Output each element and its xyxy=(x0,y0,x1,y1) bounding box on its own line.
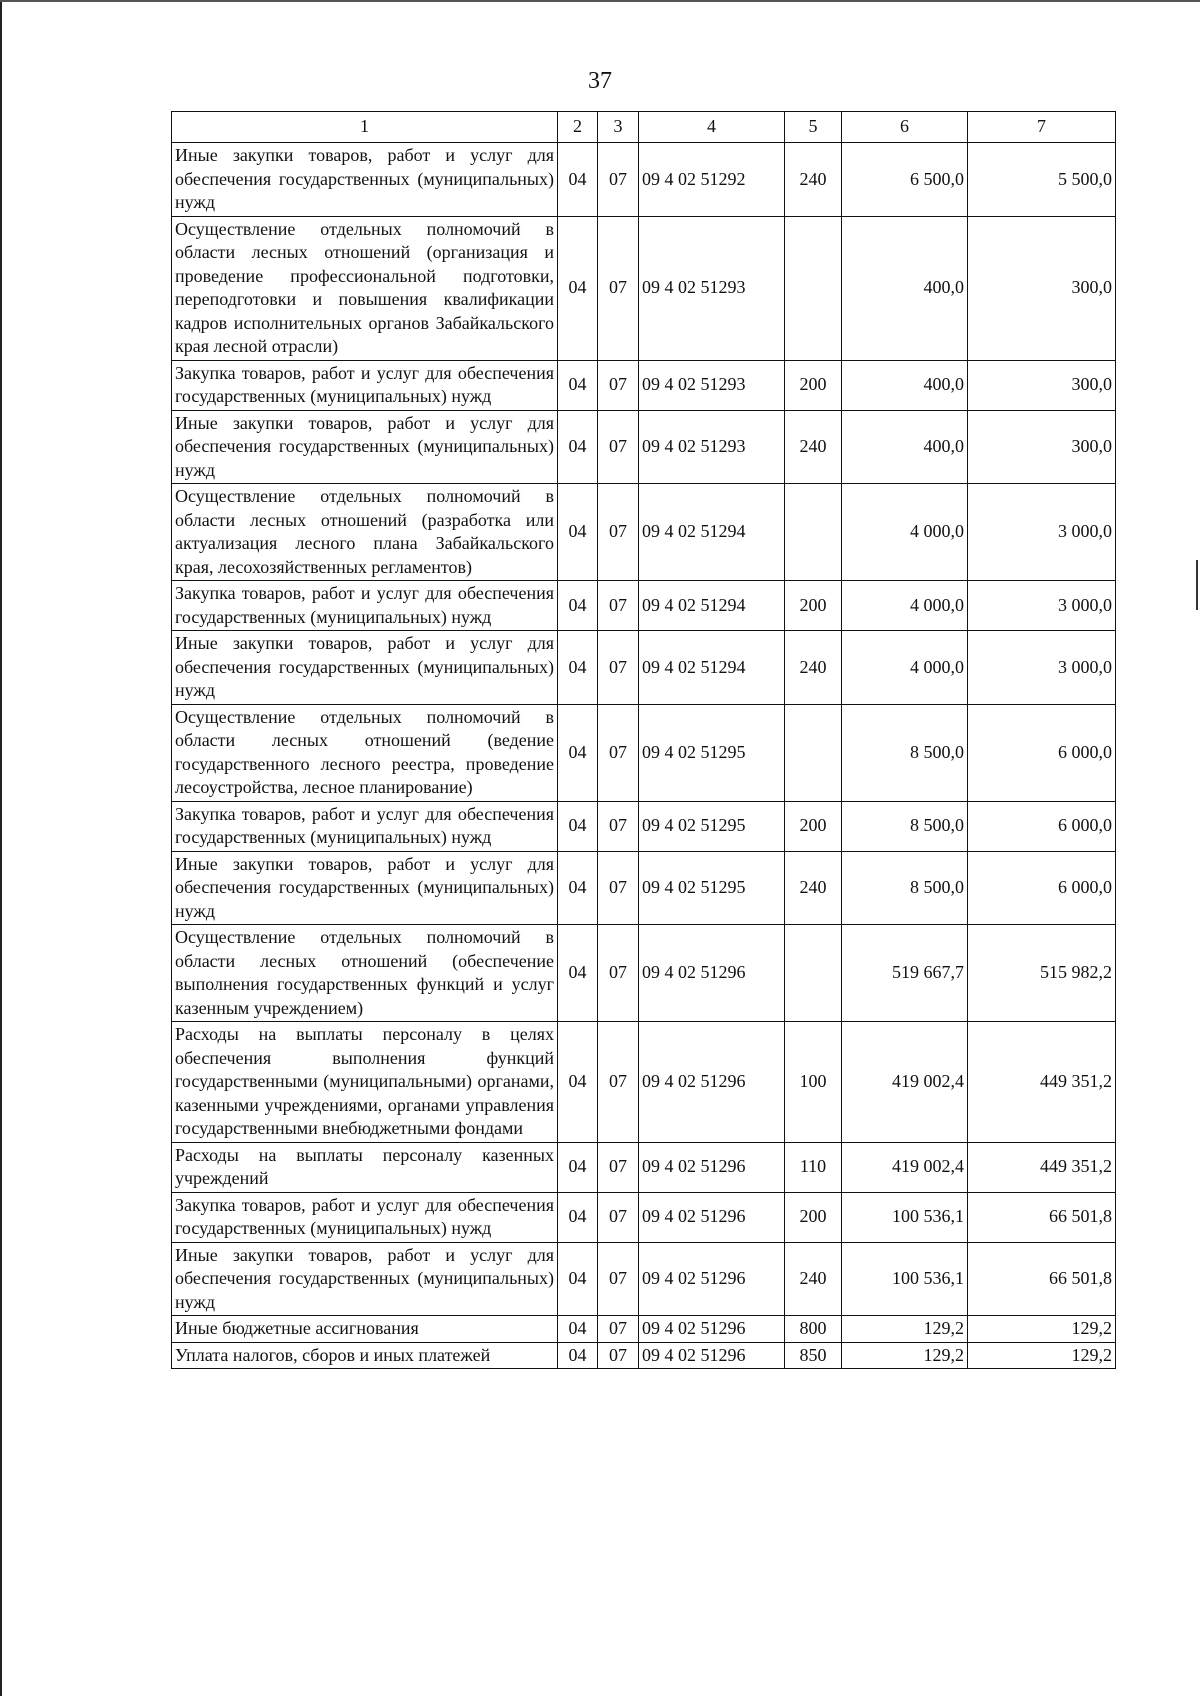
amount-year-1: 100 536,1 xyxy=(842,1192,968,1242)
amount-year-2: 300,0 xyxy=(968,360,1116,410)
amount-year-1: 8 500,0 xyxy=(842,801,968,851)
section-code: 04 xyxy=(558,1342,598,1369)
subsection-code: 07 xyxy=(598,360,639,410)
target-article-code: 09 4 02 51296 xyxy=(639,1342,785,1369)
amount-year-2: 3 000,0 xyxy=(968,631,1116,705)
subsection-code: 07 xyxy=(598,1342,639,1369)
subsection-code: 07 xyxy=(598,704,639,801)
section-code: 04 xyxy=(558,801,598,851)
amount-year-2: 300,0 xyxy=(968,216,1116,360)
subsection-code: 07 xyxy=(598,1316,639,1343)
row-description: Иные закупки товаров, работ и услуг для обеспечения государственных (муниципальных) нужд xyxy=(172,631,558,705)
table-row xyxy=(172,1192,1116,1242)
column-header: 4 xyxy=(639,112,785,143)
amount-year-2: 6 000,0 xyxy=(968,801,1116,851)
target-article-code: 09 4 02 51296 xyxy=(639,1142,785,1192)
target-article-code: 09 4 02 51294 xyxy=(639,484,785,581)
subsection-code: 07 xyxy=(598,1142,639,1192)
table-row xyxy=(172,1316,1116,1343)
scan-edge-left xyxy=(0,0,2,1696)
section-code: 04 xyxy=(558,484,598,581)
amount-year-1: 4 000,0 xyxy=(842,631,968,705)
table-row xyxy=(172,1242,1116,1316)
amount-year-2: 6 000,0 xyxy=(968,851,1116,925)
amount-year-1: 400,0 xyxy=(842,410,968,484)
table-row xyxy=(172,1022,1116,1143)
section-code: 04 xyxy=(558,1242,598,1316)
table-row xyxy=(172,581,1116,631)
row-description: Закупка товаров, работ и услуг для обеспечения государственных (муниципальных) нужд xyxy=(172,360,558,410)
section-code: 04 xyxy=(558,704,598,801)
section-code: 04 xyxy=(558,1316,598,1343)
target-article-code: 09 4 02 51293 xyxy=(639,410,785,484)
subsection-code: 07 xyxy=(598,801,639,851)
expense-type-code: 100 xyxy=(785,1022,842,1143)
section-code: 04 xyxy=(558,851,598,925)
column-header: 1 xyxy=(172,112,558,143)
amount-year-1: 419 002,4 xyxy=(842,1022,968,1143)
row-description: Иные закупки товаров, работ и услуг для обеспечения государственных (муниципальных) нужд xyxy=(172,143,558,217)
table-row xyxy=(172,704,1116,801)
section-code: 04 xyxy=(558,216,598,360)
section-code: 04 xyxy=(558,143,598,217)
row-description: Иные закупки товаров, работ и услуг для обеспечения государственных (муниципальных) нужд xyxy=(172,851,558,925)
column-header: 7 xyxy=(968,112,1116,143)
row-description: Иные закупки товаров, работ и услуг для обеспечения государственных (муниципальных) нужд xyxy=(172,1242,558,1316)
amount-year-2: 3 000,0 xyxy=(968,484,1116,581)
table-row xyxy=(172,360,1116,410)
amount-year-1: 8 500,0 xyxy=(842,704,968,801)
target-article-code: 09 4 02 51295 xyxy=(639,704,785,801)
section-code: 04 xyxy=(558,1022,598,1143)
column-header: 2 xyxy=(558,112,598,143)
target-article-code: 09 4 02 51293 xyxy=(639,360,785,410)
amount-year-2: 449 351,2 xyxy=(968,1022,1116,1143)
row-description: Иные бюджетные ассигнования xyxy=(172,1316,558,1343)
table-row xyxy=(172,631,1116,705)
row-description: Закупка товаров, работ и услуг для обеспечения государственных (муниципальных) нужд xyxy=(172,1192,558,1242)
expense-type-code: 800 xyxy=(785,1316,842,1343)
amount-year-2: 66 501,8 xyxy=(968,1242,1116,1316)
table-row xyxy=(172,410,1116,484)
subsection-code: 07 xyxy=(598,410,639,484)
section-code: 04 xyxy=(558,581,598,631)
amount-year-1: 400,0 xyxy=(842,360,968,410)
subsection-code: 07 xyxy=(598,1192,639,1242)
amount-year-1: 8 500,0 xyxy=(842,851,968,925)
amount-year-2: 66 501,8 xyxy=(968,1192,1116,1242)
column-header: 5 xyxy=(785,112,842,143)
table-body xyxy=(172,143,1116,1369)
subsection-code: 07 xyxy=(598,581,639,631)
row-description: Осуществление отдельных полномочий в области лесных отношений (ведение государственного лесного реестра, проведение лесоустройства, лесное планирование) xyxy=(172,704,558,801)
row-description: Осуществление отдельных полномочий в области лесных отношений (разработка или актуализация лесного плана Забайкальского края, лесохозяйственных регламентов) xyxy=(172,484,558,581)
amount-year-1: 400,0 xyxy=(842,216,968,360)
column-header: 3 xyxy=(598,112,639,143)
amount-year-1: 129,2 xyxy=(842,1316,968,1343)
row-description: Уплата налогов, сборов и иных платежей xyxy=(172,1342,558,1369)
expense-type-code: 200 xyxy=(785,360,842,410)
table-row xyxy=(172,216,1116,360)
expense-type-code: 200 xyxy=(785,581,842,631)
table-row xyxy=(172,1142,1116,1192)
header-row xyxy=(172,112,1116,143)
expense-type-code: 240 xyxy=(785,143,842,217)
amount-year-2: 129,2 xyxy=(968,1342,1116,1369)
amount-year-1: 4 000,0 xyxy=(842,581,968,631)
amount-year-1: 6 500,0 xyxy=(842,143,968,217)
target-article-code: 09 4 02 51293 xyxy=(639,216,785,360)
expense-type-code: 850 xyxy=(785,1342,842,1369)
expense-type-code xyxy=(785,216,842,360)
subsection-code: 07 xyxy=(598,851,639,925)
amount-year-2: 6 000,0 xyxy=(968,704,1116,801)
target-article-code: 09 4 02 51295 xyxy=(639,801,785,851)
table-row xyxy=(172,851,1116,925)
expense-type-code: 240 xyxy=(785,410,842,484)
table-row xyxy=(172,484,1116,581)
expense-type-code: 240 xyxy=(785,631,842,705)
target-article-code: 09 4 02 51292 xyxy=(639,143,785,217)
row-description: Расходы на выплаты персоналу казенных учреждений xyxy=(172,1142,558,1192)
amount-year-2: 449 351,2 xyxy=(968,1142,1116,1192)
expense-type-code xyxy=(785,704,842,801)
budget-table xyxy=(171,111,1116,1369)
expense-type-code xyxy=(785,484,842,581)
subsection-code: 07 xyxy=(598,1242,639,1316)
subsection-code: 07 xyxy=(598,484,639,581)
amount-year-1: 129,2 xyxy=(842,1342,968,1369)
row-description: Расходы на выплаты персоналу в целях обеспечения выполнения функций государственными (муниципальными) органами, казенными учреждениями, органами управления государственными внебюджетными фондами xyxy=(172,1022,558,1143)
target-article-code: 09 4 02 51296 xyxy=(639,1242,785,1316)
amount-year-2: 300,0 xyxy=(968,410,1116,484)
target-article-code: 09 4 02 51296 xyxy=(639,1192,785,1242)
expense-type-code: 200 xyxy=(785,1192,842,1242)
subsection-code: 07 xyxy=(598,143,639,217)
expense-type-code: 240 xyxy=(785,851,842,925)
target-article-code: 09 4 02 51296 xyxy=(639,925,785,1022)
expense-type-code: 240 xyxy=(785,1242,842,1316)
subsection-code: 07 xyxy=(598,925,639,1022)
target-article-code: 09 4 02 51296 xyxy=(639,1022,785,1143)
target-article-code: 09 4 02 51294 xyxy=(639,631,785,705)
subsection-code: 07 xyxy=(598,1022,639,1143)
section-code: 04 xyxy=(558,925,598,1022)
amount-year-1: 4 000,0 xyxy=(842,484,968,581)
expense-type-code: 200 xyxy=(785,801,842,851)
amount-year-1: 419 002,4 xyxy=(842,1142,968,1192)
amount-year-2: 129,2 xyxy=(968,1316,1116,1343)
scan-edge-top xyxy=(0,0,1200,2)
column-header: 6 xyxy=(842,112,968,143)
scan-edge-right xyxy=(1196,560,1198,610)
section-code: 04 xyxy=(558,1142,598,1192)
expense-type-code: 110 xyxy=(785,1142,842,1192)
amount-year-1: 100 536,1 xyxy=(842,1242,968,1316)
row-description: Закупка товаров, работ и услуг для обеспечения государственных (муниципальных) нужд xyxy=(172,581,558,631)
table-row xyxy=(172,143,1116,217)
table-row xyxy=(172,1342,1116,1369)
subsection-code: 07 xyxy=(598,631,639,705)
table-row xyxy=(172,925,1116,1022)
amount-year-2: 3 000,0 xyxy=(968,581,1116,631)
target-article-code: 09 4 02 51296 xyxy=(639,1316,785,1343)
expense-type-code xyxy=(785,925,842,1022)
row-description: Иные закупки товаров, работ и услуг для обеспечения государственных (муниципальных) нужд xyxy=(172,410,558,484)
row-description: Осуществление отдельных полномочий в области лесных отношений (обеспечение выполнения государственных функций и услуг казенным учреждением) xyxy=(172,925,558,1022)
subsection-code: 07 xyxy=(598,216,639,360)
row-description: Осуществление отдельных полномочий в области лесных отношений (организация и проведение профессиональной подготовки, переподготовки и повышения квалификации кадров исполнительных органов Забайкальского края лесной отрасли) xyxy=(172,216,558,360)
amount-year-2: 5 500,0 xyxy=(968,143,1116,217)
section-code: 04 xyxy=(558,360,598,410)
page-number: 37 xyxy=(588,68,612,94)
target-article-code: 09 4 02 51294 xyxy=(639,581,785,631)
section-code: 04 xyxy=(558,631,598,705)
row-description: Закупка товаров, работ и услуг для обеспечения государственных (муниципальных) нужд xyxy=(172,801,558,851)
section-code: 04 xyxy=(558,410,598,484)
section-code: 04 xyxy=(558,1192,598,1242)
amount-year-1: 519 667,7 xyxy=(842,925,968,1022)
amount-year-2: 515 982,2 xyxy=(968,925,1116,1022)
table-row xyxy=(172,801,1116,851)
target-article-code: 09 4 02 51295 xyxy=(639,851,785,925)
